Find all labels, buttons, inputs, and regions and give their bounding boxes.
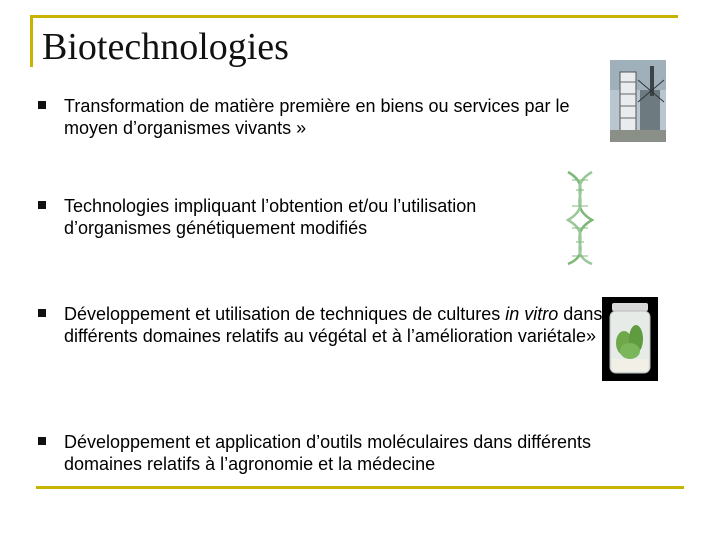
slide-title: Biotechnologies	[42, 26, 289, 68]
bullet-marker	[38, 201, 46, 209]
bullet-marker	[38, 309, 46, 317]
bullet-marker	[38, 437, 46, 445]
frame-left-border	[30, 15, 33, 67]
factory-image	[610, 60, 666, 142]
bullet-marker	[38, 101, 46, 109]
in-vitro-jar-image	[602, 297, 658, 381]
frame-top-border	[30, 15, 678, 18]
bullet-text-3-italic: in vitro	[505, 304, 559, 324]
bullet-text-4: Développement et application d’outils moléculaires dans différents domaines relatifs à l’agronomie et la médecine	[64, 432, 591, 474]
bullet-text-3	[64, 303, 604, 347]
bullet-text-3-part2: dans différents domaines relatifs au végétal et à l’amélioration variétale»	[64, 304, 603, 346]
frame-bottom-border	[36, 486, 684, 489]
bullet-text-1: Transformation de matière première en biens ou services par le moyen d’organismes vivants »	[64, 96, 570, 138]
bullet-text-3-part1: Développement et utilisation de techniques de cultures	[64, 304, 506, 324]
bullet-text-2: Technologies impliquant l’obtention et/ou l’utilisation d’organismes génétiquement modifiés	[64, 196, 477, 238]
dna-helix-icon	[560, 170, 600, 266]
